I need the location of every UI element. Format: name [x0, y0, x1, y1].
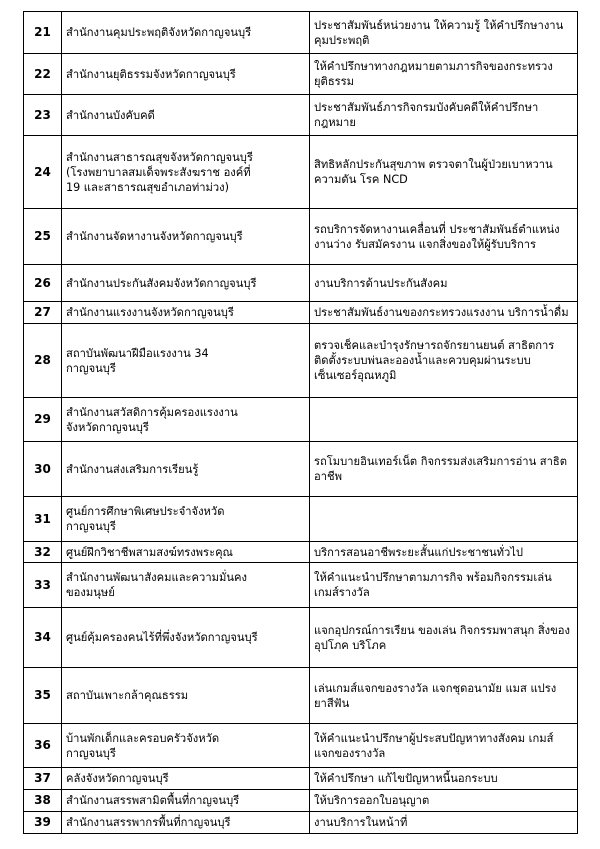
- agency-service-table: [23, 11, 578, 834]
- service-description: ประชาสัมพันธ์งานของกระทรวงแรงงาน บริการน้ำดื่ม: [310, 302, 578, 324]
- service-description: งานบริการในหน้าที่: [310, 812, 578, 834]
- service-description: [310, 497, 578, 542]
- service-description: ให้คำแนะนำปรึกษาตามภารกิจ พร้อมกิจกรรมเล่น เกมส์รางวัล: [310, 563, 578, 608]
- table-row: [24, 136, 578, 209]
- table-row: [24, 812, 578, 834]
- service-description: ตรวจเช็คและบำรุงรักษารถจักรยานยนต์ สาธิตการ ติดตั้งระบบพ่นละอองน้ำและควบคุมผ่านระบบ เซ็นเซอร์อุณหภูมิ: [310, 324, 578, 398]
- row-number: 36: [24, 724, 62, 768]
- service-description: ให้บริการออกใบอนุญาต: [310, 790, 578, 812]
- agency-name: สำนักงานพัฒนาสังคมและความมั่นคง ของมนุษย์: [62, 563, 310, 608]
- service-description: ประชาสัมพันธ์ภารกิจกรมบังคับคดีให้คำปรึกษา กฎหมาย: [310, 95, 578, 136]
- agency-name: สำนักงานส่งเสริมการเรียนรู้: [62, 442, 310, 497]
- service-description: รถบริการจัดหางานเคลื่อนที่ ประชาสัมพันธ์ตำแหน่ง งานว่าง รับสมัครงาน แจกสิ่งของให้ผู้รับบริการ: [310, 209, 578, 265]
- row-number: 27: [24, 302, 62, 324]
- service-description: รถโมบายอินเทอร์เน็ต กิจกรรมส่งเสริมการอ่าน สาธิต อาชีพ: [310, 442, 578, 497]
- table-row: [24, 768, 578, 790]
- table-row: [24, 497, 578, 542]
- service-description: งานบริการด้านประกันสังคม: [310, 265, 578, 302]
- row-number: 38: [24, 790, 62, 812]
- row-number: 29: [24, 398, 62, 442]
- table-row: [24, 302, 578, 324]
- table-row: [24, 563, 578, 608]
- row-number: 39: [24, 812, 62, 834]
- agency-name: สำนักงานสาธารณสุขจังหวัดกาญจนบุรี (โรงพยาบาลสมเด็จพระสังฆราช องค์ที่ 19 และสาธารณสุขอำเภอท่าม่วง): [62, 136, 310, 209]
- agency-name: ศูนย์การศึกษาพิเศษประจำจังหวัด กาญจนบุรี: [62, 497, 310, 542]
- agency-name: สำนักงานสรรพากรพื้นที่กาญจนบุรี: [62, 812, 310, 834]
- agency-name: สำนักงานแรงงานจังหวัดกาญจนบุรี: [62, 302, 310, 324]
- row-number: 33: [24, 563, 62, 608]
- table-row: [24, 265, 578, 302]
- row-number: 24: [24, 136, 62, 209]
- table-row: [24, 398, 578, 442]
- row-number: 26: [24, 265, 62, 302]
- row-number: 25: [24, 209, 62, 265]
- service-description: ประชาสัมพันธ์หน่วยงาน ให้ความรู้ ให้คำปรึกษางาน คุมประพฤติ: [310, 12, 578, 54]
- agency-name: บ้านพักเด็กและครอบครัวจังหวัด กาญจนบุรี: [62, 724, 310, 768]
- table-row: [24, 324, 578, 398]
- agency-name: สำนักงานคุมประพฤติจังหวัดกาญจนบุรี: [62, 12, 310, 54]
- row-number: 21: [24, 12, 62, 54]
- table-row: [24, 12, 578, 54]
- row-number: 34: [24, 608, 62, 668]
- table-row: [24, 790, 578, 812]
- service-description: แจกอุปกรณ์การเรียน ของเล่น กิจกรรมพาสนุก สิ่งของ อุปโภค บริโภค: [310, 608, 578, 668]
- table-row: [24, 209, 578, 265]
- row-number: 35: [24, 668, 62, 724]
- table-row: [24, 54, 578, 95]
- agency-name: สถาบันเพาะกล้าคุณธรรม: [62, 668, 310, 724]
- agency-name: สำนักงานสรรพสามิตพื้นที่กาญจนบุรี: [62, 790, 310, 812]
- table-row: [24, 442, 578, 497]
- table-row: [24, 608, 578, 668]
- row-number: 30: [24, 442, 62, 497]
- row-number: 23: [24, 95, 62, 136]
- service-description: [310, 398, 578, 442]
- agency-name: สำนักงานสวัสดิการคุ้มครองแรงงาน จังหวัดกาญจนบุรี: [62, 398, 310, 442]
- service-description: ให้คำปรึกษาทางกฎหมายตามภารกิจของกระทรวง ยุติธรรม: [310, 54, 578, 95]
- row-number: 28: [24, 324, 62, 398]
- agency-name: ศูนย์คุ้มครองคนไร้ที่พึ่งจังหวัดกาญจนบุรี: [62, 608, 310, 668]
- row-number: 31: [24, 497, 62, 542]
- service-description: สิทธิหลักประกันสุขภาพ ตรวจตาในผู้ป่วยเบาหวาน ความดัน โรค NCD: [310, 136, 578, 209]
- table-row: [24, 542, 578, 563]
- service-description: ให้คำแนะนำปรึกษาผู้ประสบปัญหาทางสังคม เกมส์ แจกของรางวัล: [310, 724, 578, 768]
- agency-name: สถาบันพัฒนาฝีมือแรงงาน 34 กาญจนบุรี: [62, 324, 310, 398]
- table-row: [24, 668, 578, 724]
- row-number: 32: [24, 542, 62, 563]
- service-description: เล่นเกมส์แจกของรางวัล แจกชุดอนามัย แมส แปรง ยาสีฟัน: [310, 668, 578, 724]
- agency-name: สำนักงานบังคับคดี: [62, 95, 310, 136]
- service-description: บริการสอนอาชีพระยะสั้นแก่ประชาชนทั่วไป: [310, 542, 578, 563]
- agency-name: คลังจังหวัดกาญจนบุรี: [62, 768, 310, 790]
- service-description: ให้คำปรึกษา แก้ไขปัญหาหนี้นอกระบบ: [310, 768, 578, 790]
- row-number: 37: [24, 768, 62, 790]
- table-row: [24, 95, 578, 136]
- row-number: 22: [24, 54, 62, 95]
- agency-name: ศูนย์ฝึกวิชาชีพสามสงฆ์ทรงพระคุณ: [62, 542, 310, 563]
- agency-name: สำนักงานประกันสังคมจังหวัดกาญจนบุรี: [62, 265, 310, 302]
- agency-name: สำนักงานยุติธรรมจังหวัดกาญจนบุรี: [62, 54, 310, 95]
- table-row: [24, 724, 578, 768]
- agency-name: สำนักงานจัดหางานจังหวัดกาญจนบุรี: [62, 209, 310, 265]
